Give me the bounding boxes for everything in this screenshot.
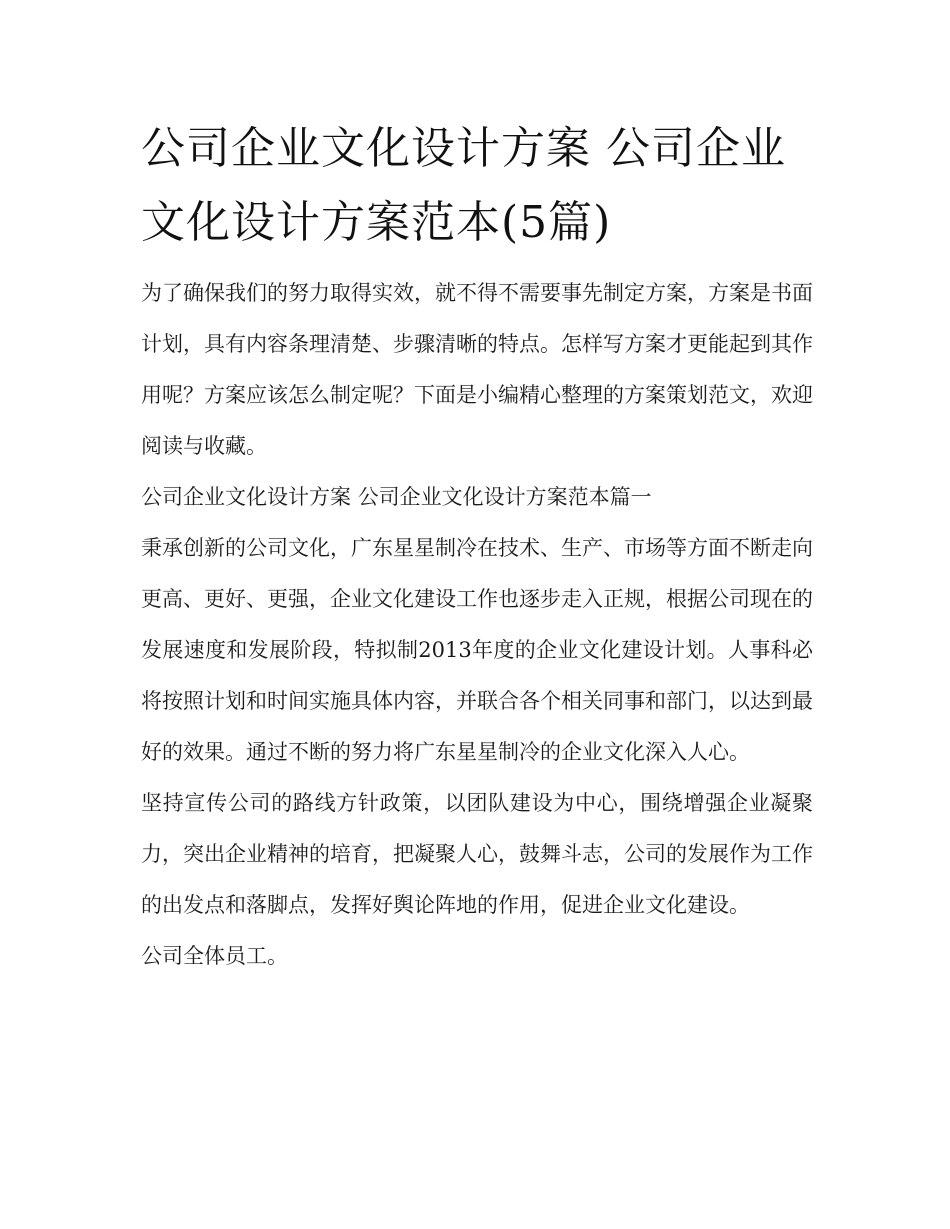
document-content: [141, 112, 813, 982]
body-paragraph: 公司全体员工。: [141, 944, 288, 968]
intro-paragraph: 为了确保我们的努力取得实效，就不得不需要事先制定方案，方案是书面计划，具有内容条理清楚、步骤清晰的特点。怎样写方案才更能起到其作用呢？方案应该怎么制定呢？下面是小编精心整理的方案策划范文，欢迎阅读与收藏。: [141, 281, 813, 458]
body-paragraph: 坚持宣传公司的路线方针政策，以团队建设为中心，围绕增强企业凝聚力，突出企业精神的培育，把凝聚人心，鼓舞斗志，公司的发展作为工作的出发点和落脚点，发挥好舆论阵地的作用，促进企业文化建设。: [141, 791, 813, 917]
body-paragraph: 秉承创新的公司文化，广东星星制冷在技术、生产、市场等方面不断走向更高、更好、更强，企业文化建设工作也逐步走入正规，根据公司现在的发展速度和发展阶段，特拟制2013年度的企业文化建设计划。人事科必将按照计划和时间实施具体内容，并联合各个相关同事和部门，以达到最好的效果。通过不断的努力将广东星星制冷的企业文化深入人心。: [141, 536, 813, 764]
section-heading: 公司企业文化设计方案 公司企业文化设计方案范本篇一: [141, 485, 652, 509]
document-title: 公司企业文化设计方案 公司企业文化设计方案范本(5篇): [141, 123, 786, 248]
